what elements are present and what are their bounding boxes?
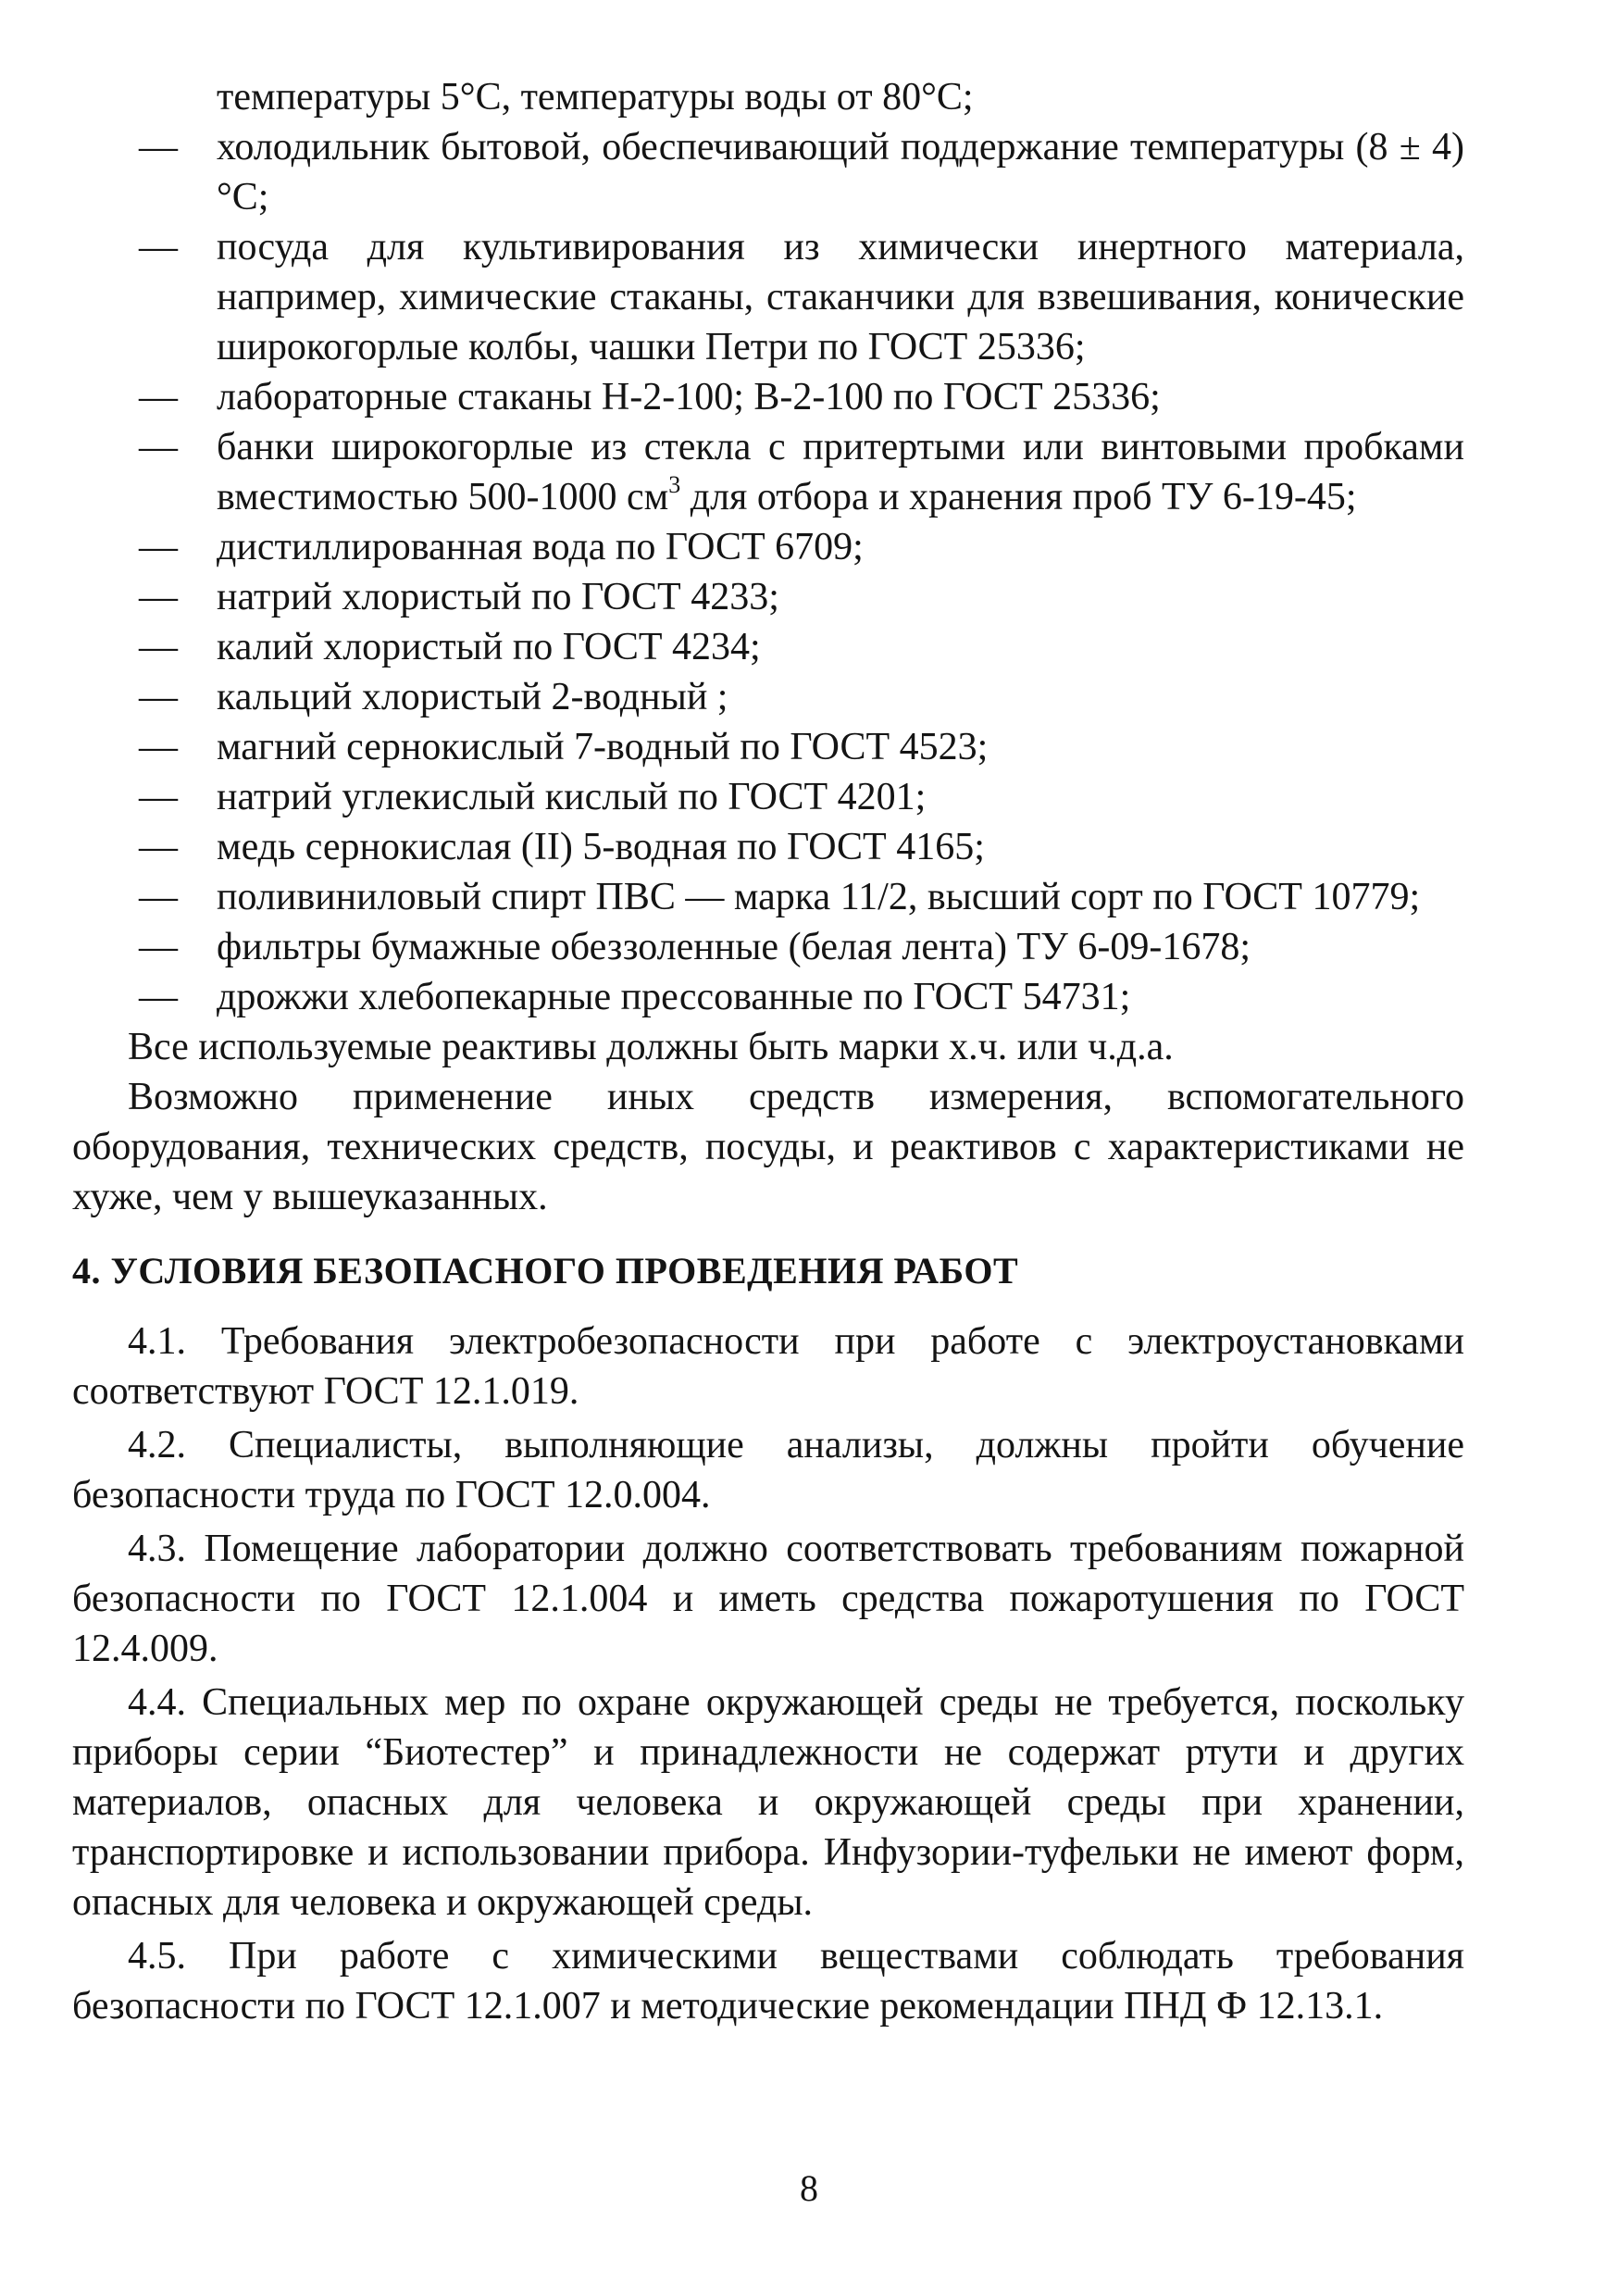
list-item bbox=[72, 972, 1464, 1022]
list-item-text: калий хлористый по ГОСТ 4234; bbox=[217, 626, 761, 668]
alternatives-note: Возможно применение иных средств измерения, вспомогательного оборудования, технических средств, посуды, и реактивов с характеристиками не хуже, чем у вышеуказанных. bbox=[72, 1076, 1464, 1218]
list-item bbox=[72, 622, 1464, 672]
list-item-text: фильтры бумажные обеззоленные (белая лента) ТУ 6-09-1678; bbox=[217, 926, 1251, 968]
list-item bbox=[72, 222, 1464, 372]
dash-marker: — bbox=[139, 126, 178, 168]
list-item-text: дрожжи хлебопекарные прессованные по ГОСТ 54731; bbox=[217, 976, 1131, 1018]
list-item bbox=[72, 572, 1464, 622]
list-item-text: магний сернокислый 7-водный по ГОСТ 4523; bbox=[217, 726, 989, 768]
dash-marker: — bbox=[139, 376, 178, 418]
dash-marker: — bbox=[139, 626, 178, 668]
clause-4-5: 4.5. При работе с химическими веществами соблюдать требования безопасности по ГОСТ 12.1.007 и методические рекомендации ПНД Ф 12.13.1. bbox=[72, 1935, 1464, 2028]
page-number: 8 bbox=[800, 2167, 818, 2209]
page-content bbox=[72, 72, 1464, 2031]
clause-4-2: 4.2. Специалисты, выполняющие анализы, должны пройти обучение безопасности труда по ГОСТ 12.0.004. bbox=[72, 1424, 1464, 1516]
list-item-text: медь сернокислая (II) 5-водная по ГОСТ 4165; bbox=[217, 826, 985, 868]
dash-marker: — bbox=[139, 826, 178, 868]
reagents-note: Все используемые реактивы должны быть марки х.ч. или ч.д.а. bbox=[128, 1026, 1174, 1068]
list-item bbox=[72, 922, 1464, 972]
dash-marker: — bbox=[139, 676, 178, 718]
list-item-continuation bbox=[72, 72, 1464, 122]
list-item bbox=[72, 672, 1464, 722]
list-item-text: для отбора и хранения проб ТУ 6-19-45; bbox=[680, 476, 1357, 518]
list-item-text: лабораторные стаканы Н-2-100; В-2-100 по ГОСТ 25336; bbox=[217, 376, 1161, 418]
list-item-text: натрий хлористый по ГОСТ 4233; bbox=[217, 576, 779, 618]
dash-marker: — bbox=[139, 226, 178, 268]
dash-marker: — bbox=[139, 926, 178, 968]
list-item-text: кальций хлористый 2-водный ; bbox=[217, 676, 728, 718]
dash-marker: — bbox=[139, 576, 178, 618]
list-item bbox=[72, 372, 1464, 422]
dash-marker: — bbox=[139, 776, 178, 818]
list-item-text: температуры 5°С, температуры воды от 80°С; bbox=[217, 76, 974, 119]
list-item bbox=[72, 422, 1464, 522]
list-item-text: дистиллированная вода по ГОСТ 6709; bbox=[217, 526, 864, 568]
list-item bbox=[72, 722, 1464, 772]
dash-marker: — bbox=[139, 726, 178, 768]
clause-4-1: 4.1. Требования электробезопасности при работе с электроустановками соответствуют ГОСТ 12.1.019. bbox=[72, 1320, 1464, 1413]
superscript: 3 bbox=[668, 471, 681, 498]
list-item bbox=[72, 872, 1464, 922]
dash-marker: — bbox=[139, 426, 178, 468]
list-item-text: натрий углекислый кислый по ГОСТ 4201; bbox=[217, 776, 927, 818]
dash-marker: — bbox=[139, 976, 178, 1018]
list-item bbox=[72, 522, 1464, 572]
list-item bbox=[72, 122, 1464, 222]
list-item-text: холодильник бытовой, обеспечивающий поддержание температуры (8 ± 4)°С; bbox=[217, 126, 1464, 218]
dash-marker: — bbox=[139, 526, 178, 568]
list-item bbox=[72, 772, 1464, 822]
list-item-text: банки широкогорлые из стекла с притертыми или винтовыми пробками вместимостью 500-1000 см bbox=[217, 426, 1464, 518]
list-item-text: поливиниловый спирт ПВС — марка 11/2, высший сорт по ГОСТ 10779; bbox=[217, 876, 1421, 918]
list-item-text: посуда для культивирования из химически инертного материала, например, химические стаканы, стаканчики для взвешивания, конические широкогорлые колбы, чашки Петри по ГОСТ 25336; bbox=[217, 226, 1464, 368]
dash-marker: — bbox=[139, 876, 178, 918]
clause-4-4: 4.4. Специальных мер по охране окружающей среды не требуется, поскольку приборы серии “Биотестер” и принадлежности не содержат ртути и других материалов, опасных для человека и окружающей среды при хранении, транспортировке и использовании прибора. Инфузории-туфельки не имеют форм, опасных для человека и окружающей среды. bbox=[72, 1681, 1464, 1924]
section-heading: 4. УСЛОВИЯ БЕЗОПАСНОГО ПРОВЕДЕНИЯ РАБОТ bbox=[72, 1250, 1019, 1292]
clause-4-3: 4.3. Помещение лаборатории должно соответствовать требованиям пожарной безопасности по ГОСТ 12.1.004 и иметь средства пожаротушения по ГОСТ 12.4.009. bbox=[72, 1528, 1464, 1670]
list-item bbox=[72, 822, 1464, 872]
